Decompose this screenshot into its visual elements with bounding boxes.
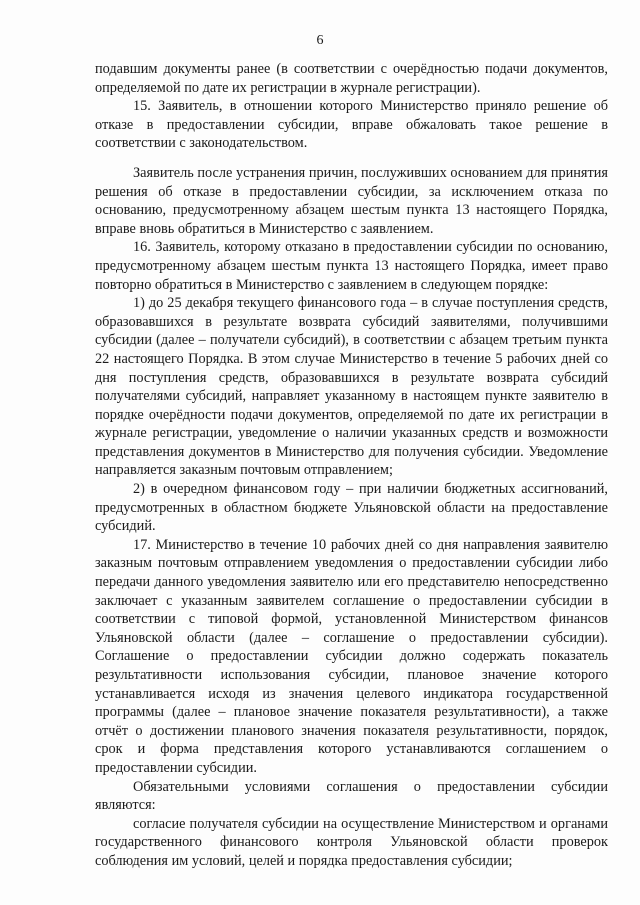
paragraph-clause-17: 17. Министерство в течение 10 рабочих дней со дня направления заявителю заказным почтовым отправлением уведомления о предоставлении субсидии либо передачи данного уведомления заявителю или его представителю непосредственно заключает с указанным заявителем соглашение о предоставлении субсидии в соответствии с типовой формой, установленной Министерством финансов Ульяновской области (далее – соглашение о предоставлении субсидии). Соглашение о предоставлении субсидии должно содержать показатель результативности использования субсидии, плановое значение которого устанавливается исходя из значения целевого индикатора государственной программы (далее – плановое значение показателя результативности), а также отчёт о достижении планового значения показателя результативности, порядок, срок и форма представления которого устанавливаются соглашением о предоставлении субсидии. <box>95 536 608 776</box>
paragraph-reapply-after-fix: Заявитель после устранения причин, послуживших основанием для принятия решения об отказе в предоставлении субсидии, за исключением отказа по основанию, предусмотренному абзацем шестым пункта 13 настоящего Порядка, вправе вновь обратиться в Министерство с заявлением. <box>95 164 608 237</box>
document-body <box>95 60 608 871</box>
paragraph-consent-condition: согласие получателя субсидии на осуществление Министерством и органами государственного финансового контроля Ульяновской области проверок соблюдения им условий, целей и порядка предоставления субсидии; <box>95 815 608 869</box>
paragraph-continuation: подавшим документы ранее (в соответствии с очерёдностью подачи документов, определяемой по дате их регистрации в журнале регистрации). <box>95 61 608 96</box>
paragraph-clause-16-item-2: 2) в очередном финансовом году – при наличии бюджетных ассигнований, предусмотренных в областном бюджете Ульяновской области на предоставление субсидий. <box>95 481 608 535</box>
page-number: 6 <box>316 33 324 48</box>
paragraph-clause-16: 16. Заявитель, которому отказано в предоставлении субсидии по основанию, предусмотренному абзацем шестым пункта 13 настоящего Порядка, имеет право повторно обратиться в Министерство с заявлением в следующем порядке: <box>95 239 608 293</box>
paragraph-mandatory-conditions: Обязательными условиями соглашения о предоставлении субсидии являются: <box>95 778 608 814</box>
paragraph-clause-16-item-1: 1) до 25 декабря текущего финансового года – в случае поступления средств, образовавшихся в результате возврата субсидий заявителями, получившими субсидии (далее – получатели субсидий), в соответствии с абзацем третьим пункта 22 настоящего Порядка. В этом случае Министерство в течение 5 рабочих дней со дня поступления средств, образовавшихся в результате возврата субсидий получателями субсидий, направляет указанному в настоящем пункте заявителю в порядке очерёдности подачи документов, определяемой по дате их регистрации в журнале регистрации, уведомление о наличии указанных средств и возможности представления документов в Министерство для получения субсидии. Уведомление направляется заказным почтовым отправлением; <box>95 295 608 479</box>
paragraph-clause-15: 15. Заявитель, в отношении которого Министерство приняло решение об отказе в предоставлении субсидии, вправе обжаловать такое решение в соответствии с законодательством. <box>95 98 608 152</box>
